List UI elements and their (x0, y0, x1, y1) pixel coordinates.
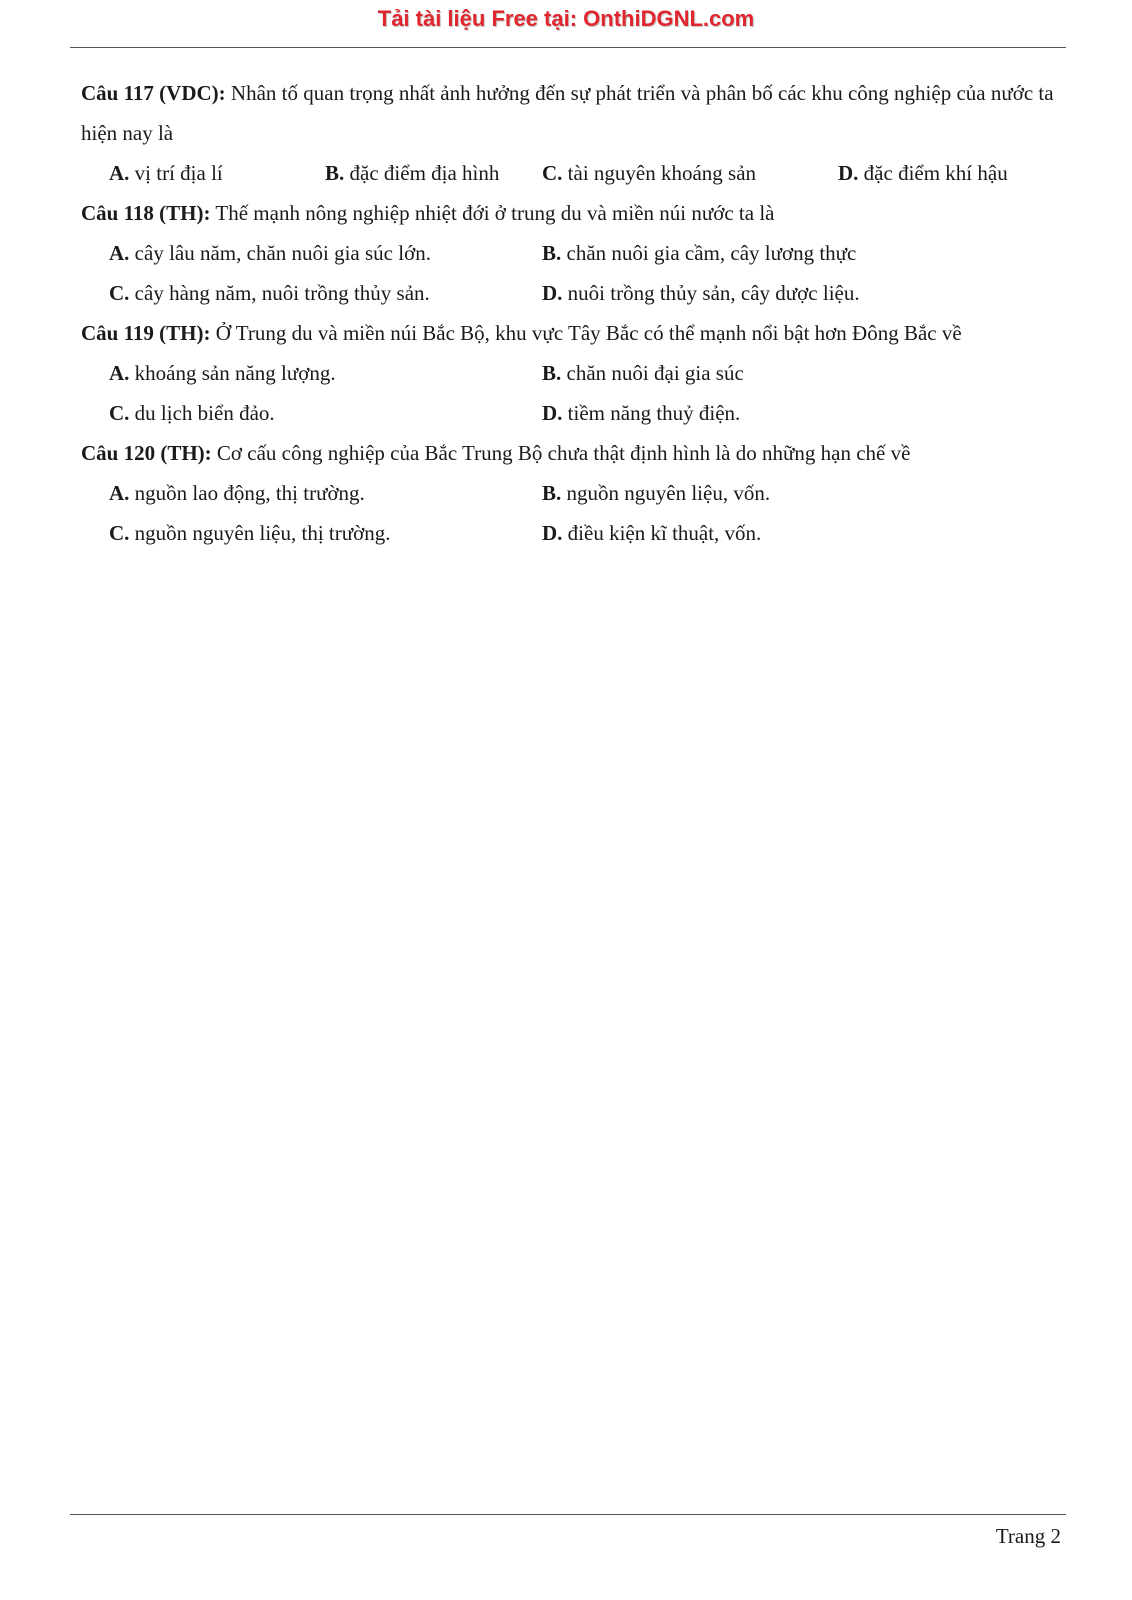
answer-text: cây lâu năm, chăn nuôi gia súc lớn. (129, 241, 431, 265)
answer-letter: C. (109, 521, 130, 545)
answer-text: du lịch biển đảo. (129, 401, 275, 425)
header-download-link[interactable]: Tải tài liệu Free tại: OnthiDGNL.com (377, 6, 755, 31)
answer-letter: B. (542, 481, 562, 505)
answer-letter: A. (109, 361, 130, 385)
question-117 (81, 73, 1061, 193)
page-number: Trang 2 (995, 1524, 1061, 1548)
question-120 (81, 433, 1061, 553)
answer-text: đặc điểm địa hình (344, 161, 500, 185)
answer-option-d (542, 273, 860, 313)
answer-option-b (325, 153, 542, 193)
answer-letter: D. (542, 521, 563, 545)
question-text: Ở Trung du và miền núi Bắc Bộ, khu vực Tây Bắc có thể mạnh nổi bật hơn Đông Bắc về (210, 321, 962, 345)
answer-text: đặc điểm khí hậu (858, 161, 1008, 185)
question-text: Nhân tố quan trọng nhất ảnh hưởng đến sự phát triển và phân bố các khu công nghiệp của nước ta hiện nay là (81, 81, 1054, 145)
answer-letter: D. (838, 161, 859, 185)
answer-letter: B. (325, 161, 345, 185)
question-label: Câu 119 (TH): (81, 321, 211, 345)
answer-option-d (838, 153, 1008, 193)
answer-options (81, 153, 1061, 193)
answer-letter: A. (109, 241, 130, 265)
answer-option-c (109, 273, 542, 313)
answer-option-d (542, 393, 740, 433)
answer-row (109, 393, 1061, 433)
question-119 (81, 313, 1061, 433)
answer-row (109, 233, 1061, 273)
answer-row (109, 513, 1061, 553)
answer-option-c (109, 513, 542, 553)
answer-text: nguồn nguyên liệu, vốn. (561, 481, 771, 505)
answer-text: khoáng sản năng lượng. (129, 361, 336, 385)
answer-row (109, 353, 1061, 393)
answer-text: vị trí địa lí (129, 161, 223, 185)
answer-letter: B. (542, 361, 562, 385)
answer-option-b (542, 473, 770, 513)
question-stem (81, 73, 1061, 153)
question-label: Câu 118 (TH): (81, 201, 211, 225)
answer-text: nguồn nguyên liệu, thị trường. (129, 521, 391, 545)
answer-option-d (542, 513, 761, 553)
answer-text: tài nguyên khoáng sản (562, 161, 757, 185)
answer-row (109, 273, 1061, 313)
answer-options (81, 233, 1061, 313)
answer-option-b (542, 353, 744, 393)
answer-option-a (109, 153, 325, 193)
answer-letter: C. (109, 281, 130, 305)
answer-text: chăn nuôi đại gia súc (561, 361, 744, 385)
question-stem (81, 433, 1061, 473)
answer-row (109, 153, 1061, 193)
answer-row (109, 473, 1061, 513)
answer-option-a (109, 233, 542, 273)
answer-text: nuôi trồng thủy sản, cây dược liệu. (562, 281, 860, 305)
answer-options (81, 473, 1061, 553)
header-divider (70, 47, 1066, 48)
answer-letter: B. (542, 241, 562, 265)
answer-text: điều kiện kĩ thuật, vốn. (562, 521, 762, 545)
answer-option-b (542, 233, 856, 273)
answer-option-c (542, 153, 838, 193)
question-text: Thế mạnh nông nghiệp nhiệt đới ở trung du và miền núi nước ta là (210, 201, 775, 225)
question-list (81, 73, 1061, 553)
answer-letter: C. (542, 161, 563, 185)
answer-text: cây hàng năm, nuôi trồng thủy sản. (129, 281, 430, 305)
question-label: Câu 117 (VDC): (81, 81, 226, 105)
answer-letter: C. (109, 401, 130, 425)
answer-option-a (109, 473, 542, 513)
answer-option-a (109, 353, 542, 393)
answer-options (81, 353, 1061, 433)
answer-text: nguồn lao động, thị trường. (129, 481, 365, 505)
question-118 (81, 193, 1061, 313)
answer-letter: D. (542, 281, 563, 305)
footer-divider (70, 1514, 1066, 1515)
answer-option-c (109, 393, 542, 433)
answer-letter: A. (109, 161, 130, 185)
question-stem (81, 193, 1061, 233)
question-stem (81, 313, 1061, 353)
answer-text: chăn nuôi gia cầm, cây lương thực (561, 241, 857, 265)
question-text: Cơ cấu công nghiệp của Bắc Trung Bộ chưa thật định hình là do những hạn chế về (211, 441, 911, 465)
answer-text: tiềm năng thuỷ điện. (562, 401, 741, 425)
answer-letter: D. (542, 401, 563, 425)
question-label: Câu 120 (TH): (81, 441, 212, 465)
answer-letter: A. (109, 481, 130, 505)
